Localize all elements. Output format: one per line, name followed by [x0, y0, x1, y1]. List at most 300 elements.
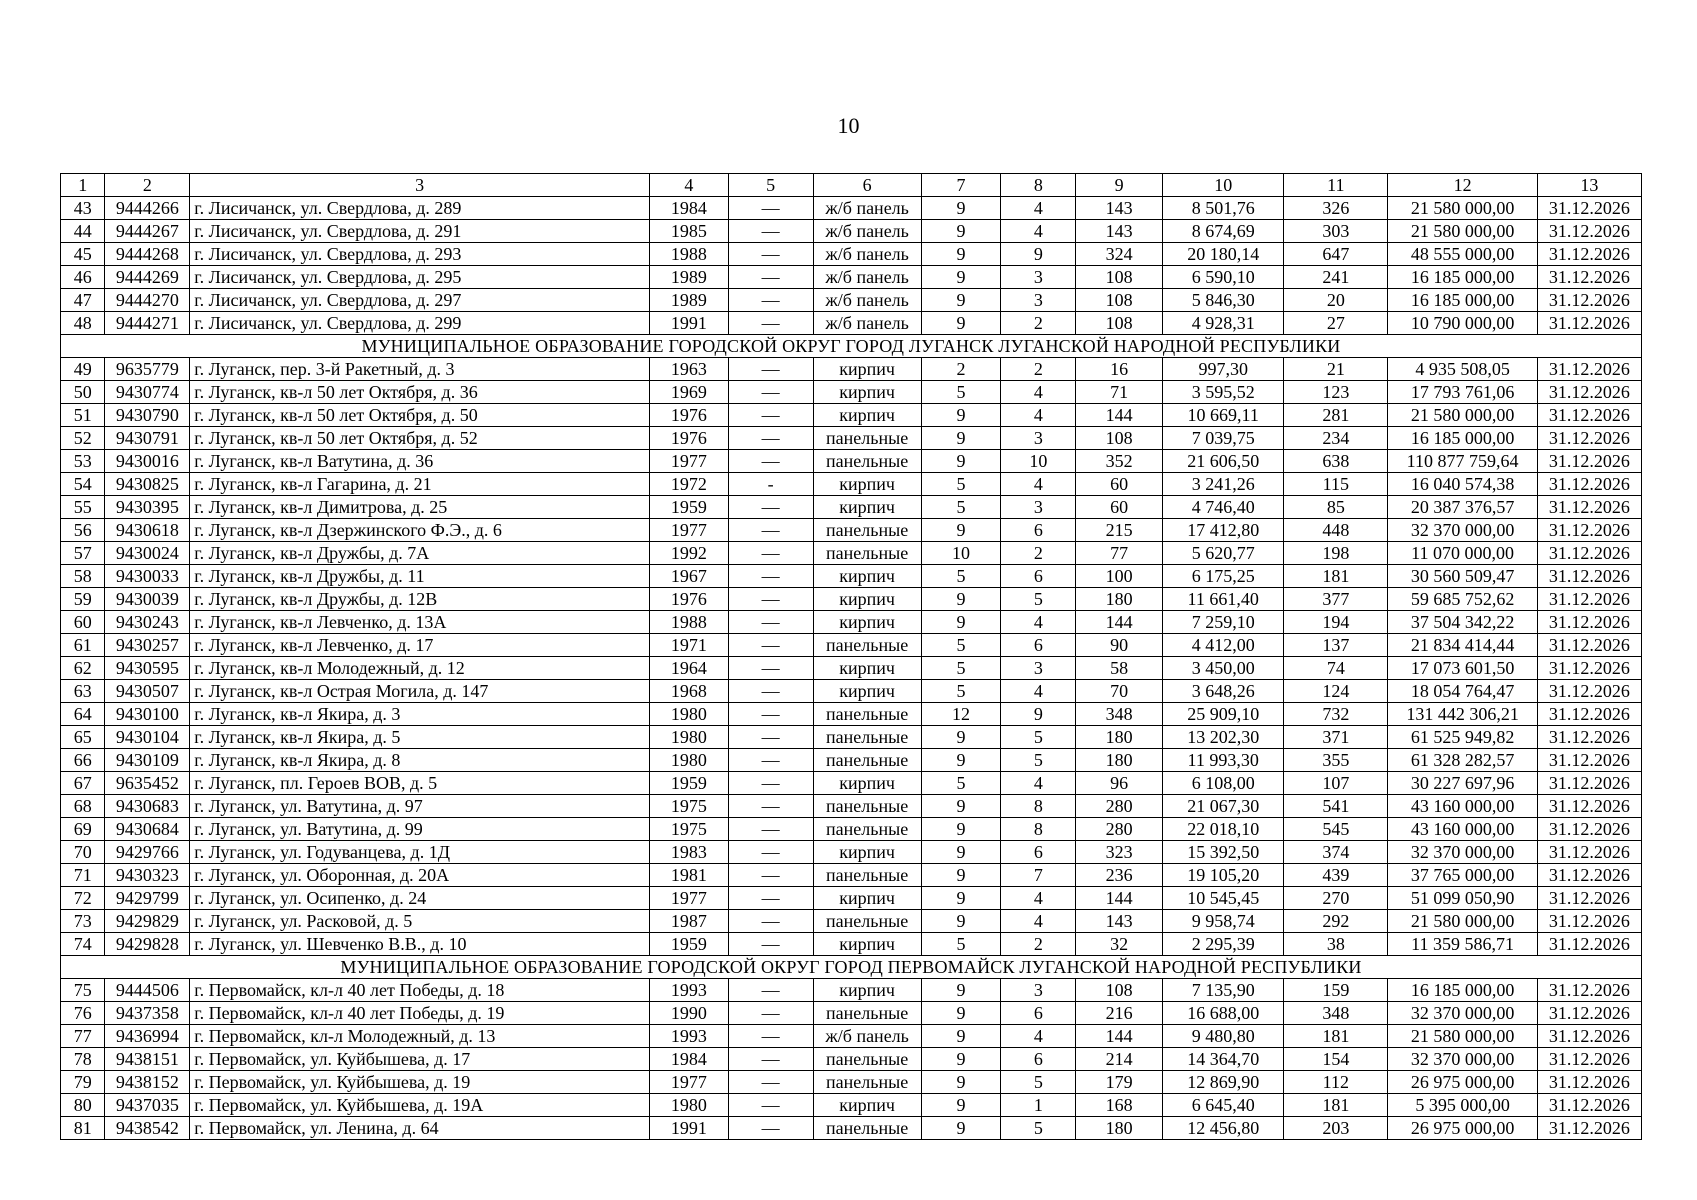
cell-floors: 5 — [921, 634, 1001, 657]
cell-building-id: 9430790 — [105, 404, 190, 427]
cell-floors: 9 — [921, 726, 1001, 749]
cell-year-built: 1963 — [649, 358, 728, 381]
cell-address: г. Луганск, кв-л 50 лет Октября, д. 52 — [190, 427, 650, 450]
cell-year-built: 1991 — [649, 1117, 728, 1140]
cell-apartments: 348 — [1076, 703, 1163, 726]
cell-cost: 43 160 000,00 — [1388, 818, 1538, 841]
cell-total-area: 19 105,20 — [1163, 864, 1284, 887]
cell-deadline: 31.12.2026 — [1537, 1094, 1641, 1117]
cell-apartments: 352 — [1076, 450, 1163, 473]
cell-col5-value: — — [728, 611, 813, 634]
cell-col5-value: — — [728, 404, 813, 427]
cell-residents: 27 — [1284, 312, 1388, 335]
cell-cost: 20 387 376,57 — [1388, 496, 1538, 519]
cell-address: г. Луганск, кв-л 50 лет Октября, д. 50 — [190, 404, 650, 427]
cell-col5-value: — — [728, 680, 813, 703]
cell-cost: 59 685 752,62 — [1388, 588, 1538, 611]
table-row — [61, 818, 1642, 841]
cell-cost: 21 580 000,00 — [1388, 220, 1538, 243]
cell-entrances: 3 — [1001, 657, 1076, 680]
cell-floors: 9 — [921, 266, 1001, 289]
cell-floors: 9 — [921, 1025, 1001, 1048]
cell-entrances: 4 — [1001, 404, 1076, 427]
cell-building-id: 9430100 — [105, 703, 190, 726]
cell-cost: 11 359 586,71 — [1388, 933, 1538, 956]
column-header: 4 — [649, 174, 728, 197]
cell-cost: 16 040 574,38 — [1388, 473, 1538, 496]
cell-wall-material: кирпич — [813, 565, 921, 588]
cell-deadline: 31.12.2026 — [1537, 565, 1641, 588]
cell-deadline: 31.12.2026 — [1537, 680, 1641, 703]
table-row — [61, 450, 1642, 473]
cell-building-id: 9430825 — [105, 473, 190, 496]
cell-address: г. Лисичанск, ул. Свердлова, д. 289 — [190, 197, 650, 220]
table-row — [61, 1117, 1642, 1140]
cell-apartments: 180 — [1076, 726, 1163, 749]
cell-total-area: 12 869,90 — [1163, 1071, 1284, 1094]
cell-total-area: 4 746,40 — [1163, 496, 1284, 519]
column-header: 13 — [1537, 174, 1641, 197]
cell-address: г. Первомайск, ул. Куйбышева, д. 19 — [190, 1071, 650, 1094]
cell-cost: 61 525 949,82 — [1388, 726, 1538, 749]
cell-floors: 5 — [921, 496, 1001, 519]
cell-col5-value: — — [728, 266, 813, 289]
cell-deadline: 31.12.2026 — [1537, 979, 1641, 1002]
cell-wall-material: ж/б панель — [813, 289, 921, 312]
cell-address: г. Луганск, ул. Ватутина, д. 97 — [190, 795, 650, 818]
table-row — [61, 1071, 1642, 1094]
cell-building-id: 9430257 — [105, 634, 190, 657]
cell-wall-material: панельные — [813, 1071, 921, 1094]
cell-address: г. Луганск, ул. Ватутина, д. 99 — [190, 818, 650, 841]
cell-total-area: 997,30 — [1163, 358, 1284, 381]
cell-col5-value: — — [728, 220, 813, 243]
cell-wall-material: ж/б панель — [813, 243, 921, 266]
cell-row-number: 65 — [61, 726, 105, 749]
cell-residents: 20 — [1284, 289, 1388, 312]
cell-floors: 9 — [921, 1048, 1001, 1071]
cell-residents: 181 — [1284, 1094, 1388, 1117]
cell-cost: 61 328 282,57 — [1388, 749, 1538, 772]
cell-deadline: 31.12.2026 — [1537, 703, 1641, 726]
cell-apartments: 60 — [1076, 496, 1163, 519]
cell-building-id: 9430507 — [105, 680, 190, 703]
cell-year-built: 1976 — [649, 427, 728, 450]
cell-deadline: 31.12.2026 — [1537, 243, 1641, 266]
cell-building-id: 9430684 — [105, 818, 190, 841]
cell-wall-material: панельные — [813, 542, 921, 565]
cell-cost: 37 504 342,22 — [1388, 611, 1538, 634]
table-row — [61, 864, 1642, 887]
cell-entrances: 5 — [1001, 1117, 1076, 1140]
cell-cost: 18 054 764,47 — [1388, 680, 1538, 703]
cell-year-built: 1971 — [649, 634, 728, 657]
cell-row-number: 63 — [61, 680, 105, 703]
cell-cost: 16 185 000,00 — [1388, 289, 1538, 312]
cell-wall-material: панельные — [813, 427, 921, 450]
cell-entrances: 4 — [1001, 197, 1076, 220]
table-row — [61, 220, 1642, 243]
table-row — [61, 358, 1642, 381]
cell-apartments: 180 — [1076, 588, 1163, 611]
cell-col5-value: — — [728, 1048, 813, 1071]
cell-wall-material: ж/б панель — [813, 312, 921, 335]
cell-total-area: 7 039,75 — [1163, 427, 1284, 450]
cell-wall-material: панельные — [813, 864, 921, 887]
cell-row-number: 62 — [61, 657, 105, 680]
cell-row-number: 45 — [61, 243, 105, 266]
cell-row-number: 44 — [61, 220, 105, 243]
table-row — [61, 588, 1642, 611]
table-row — [61, 910, 1642, 933]
cell-floors: 5 — [921, 381, 1001, 404]
cell-apartments: 324 — [1076, 243, 1163, 266]
cell-residents: 198 — [1284, 542, 1388, 565]
cell-cost: 17 073 601,50 — [1388, 657, 1538, 680]
cell-wall-material: панельные — [813, 910, 921, 933]
cell-deadline: 31.12.2026 — [1537, 289, 1641, 312]
column-header: 5 — [728, 174, 813, 197]
cell-deadline: 31.12.2026 — [1537, 726, 1641, 749]
cell-building-id: 9444268 — [105, 243, 190, 266]
cell-row-number: 58 — [61, 565, 105, 588]
cell-building-id: 9444266 — [105, 197, 190, 220]
cell-col5-value: — — [728, 542, 813, 565]
cell-floors: 5 — [921, 657, 1001, 680]
cell-col5-value: — — [728, 887, 813, 910]
cell-wall-material: панельные — [813, 818, 921, 841]
cell-col5-value: — — [728, 312, 813, 335]
column-header: 7 — [921, 174, 1001, 197]
cell-entrances: 8 — [1001, 818, 1076, 841]
cell-year-built: 1975 — [649, 795, 728, 818]
cell-floors: 9 — [921, 404, 1001, 427]
cell-row-number: 57 — [61, 542, 105, 565]
table-row — [61, 1025, 1642, 1048]
cell-year-built: 1977 — [649, 450, 728, 473]
cell-col5-value: — — [728, 1117, 813, 1140]
cell-row-number: 68 — [61, 795, 105, 818]
cell-deadline: 31.12.2026 — [1537, 381, 1641, 404]
cell-apartments: 180 — [1076, 749, 1163, 772]
cell-row-number: 67 — [61, 772, 105, 795]
cell-building-id: 9430618 — [105, 519, 190, 542]
cell-wall-material: кирпич — [813, 496, 921, 519]
cell-year-built: 1980 — [649, 726, 728, 749]
cell-residents: 541 — [1284, 795, 1388, 818]
cell-cost: 21 580 000,00 — [1388, 1025, 1538, 1048]
cell-residents: 377 — [1284, 588, 1388, 611]
column-header: 6 — [813, 174, 921, 197]
cell-col5-value: — — [728, 450, 813, 473]
cell-apartments: 215 — [1076, 519, 1163, 542]
housing-register-table — [60, 173, 1642, 1140]
cell-total-area: 9 480,80 — [1163, 1025, 1284, 1048]
cell-cost: 26 975 000,00 — [1388, 1117, 1538, 1140]
cell-entrances: 3 — [1001, 496, 1076, 519]
cell-total-area: 13 202,30 — [1163, 726, 1284, 749]
table-row — [61, 933, 1642, 956]
cell-total-area: 2 295,39 — [1163, 933, 1284, 956]
cell-apartments: 70 — [1076, 680, 1163, 703]
cell-residents: 112 — [1284, 1071, 1388, 1094]
cell-floors: 5 — [921, 565, 1001, 588]
cell-wall-material: панельные — [813, 519, 921, 542]
cell-building-id: 9430683 — [105, 795, 190, 818]
cell-floors: 9 — [921, 910, 1001, 933]
cell-address: г. Луганск, кв-л Молодежный, д. 12 — [190, 657, 650, 680]
table-row — [61, 841, 1642, 864]
table-row — [61, 611, 1642, 634]
cell-residents: 348 — [1284, 1002, 1388, 1025]
table-row — [61, 795, 1642, 818]
cell-building-id: 9430109 — [105, 749, 190, 772]
cell-deadline: 31.12.2026 — [1537, 450, 1641, 473]
cell-row-number: 73 — [61, 910, 105, 933]
cell-deadline: 31.12.2026 — [1537, 473, 1641, 496]
cell-total-area: 21 606,50 — [1163, 450, 1284, 473]
cell-floors: 9 — [921, 197, 1001, 220]
cell-deadline: 31.12.2026 — [1537, 404, 1641, 427]
cell-building-id: 9444506 — [105, 979, 190, 1002]
cell-residents: 732 — [1284, 703, 1388, 726]
cell-floors: 9 — [921, 818, 1001, 841]
table-row — [61, 1048, 1642, 1071]
cell-cost: 110 877 759,64 — [1388, 450, 1538, 473]
cell-year-built: 1987 — [649, 910, 728, 933]
cell-total-area: 15 392,50 — [1163, 841, 1284, 864]
cell-deadline: 31.12.2026 — [1537, 933, 1641, 956]
cell-wall-material: ж/б панель — [813, 220, 921, 243]
cell-entrances: 4 — [1001, 772, 1076, 795]
cell-row-number: 70 — [61, 841, 105, 864]
cell-total-area: 4 928,31 — [1163, 312, 1284, 335]
cell-address: г. Луганск, ул. Шевченко В.В., д. 10 — [190, 933, 650, 956]
cell-wall-material: кирпич — [813, 588, 921, 611]
cell-deadline: 31.12.2026 — [1537, 427, 1641, 450]
cell-deadline: 31.12.2026 — [1537, 1071, 1641, 1094]
cell-entrances: 9 — [1001, 703, 1076, 726]
cell-year-built: 1988 — [649, 243, 728, 266]
cell-residents: 115 — [1284, 473, 1388, 496]
cell-building-id: 9430024 — [105, 542, 190, 565]
cell-total-area: 8 674,69 — [1163, 220, 1284, 243]
cell-building-id: 9430016 — [105, 450, 190, 473]
cell-entrances: 4 — [1001, 887, 1076, 910]
cell-apartments: 100 — [1076, 565, 1163, 588]
cell-row-number: 60 — [61, 611, 105, 634]
table-row — [61, 289, 1642, 312]
cell-total-area: 10 545,45 — [1163, 887, 1284, 910]
cell-year-built: 1988 — [649, 611, 728, 634]
cell-entrances: 5 — [1001, 726, 1076, 749]
cell-residents: 159 — [1284, 979, 1388, 1002]
cell-floors: 9 — [921, 611, 1001, 634]
cell-row-number: 72 — [61, 887, 105, 910]
table-row — [61, 726, 1642, 749]
cell-address: г. Луганск, кв-л Дзержинского Ф.Э., д. 6 — [190, 519, 650, 542]
cell-year-built: 1976 — [649, 588, 728, 611]
cell-wall-material: кирпич — [813, 841, 921, 864]
cell-col5-value: — — [728, 657, 813, 680]
cell-apartments: 144 — [1076, 611, 1163, 634]
cell-deadline: 31.12.2026 — [1537, 358, 1641, 381]
cell-row-number: 56 — [61, 519, 105, 542]
cell-cost: 5 395 000,00 — [1388, 1094, 1538, 1117]
cell-address: г. Луганск, ул. Расковой, д. 5 — [190, 910, 650, 933]
cell-deadline: 31.12.2026 — [1537, 887, 1641, 910]
column-header: 3 — [190, 174, 650, 197]
cell-residents: 241 — [1284, 266, 1388, 289]
cell-cost: 32 370 000,00 — [1388, 1002, 1538, 1025]
cell-year-built: 1984 — [649, 1048, 728, 1071]
cell-building-id: 9430243 — [105, 611, 190, 634]
cell-col5-value: — — [728, 933, 813, 956]
cell-year-built: 1964 — [649, 657, 728, 680]
cell-residents: 137 — [1284, 634, 1388, 657]
cell-floors: 9 — [921, 887, 1001, 910]
cell-deadline: 31.12.2026 — [1537, 1117, 1641, 1140]
cell-row-number: 61 — [61, 634, 105, 657]
cell-apartments: 16 — [1076, 358, 1163, 381]
cell-building-id: 9429829 — [105, 910, 190, 933]
cell-entrances: 3 — [1001, 266, 1076, 289]
cell-deadline: 31.12.2026 — [1537, 1048, 1641, 1071]
cell-entrances: 6 — [1001, 634, 1076, 657]
cell-cost: 16 185 000,00 — [1388, 979, 1538, 1002]
cell-total-area: 11 661,40 — [1163, 588, 1284, 611]
cell-cost: 43 160 000,00 — [1388, 795, 1538, 818]
cell-address: г. Луганск, кв-л Острая Могила, д. 147 — [190, 680, 650, 703]
cell-building-id: 9438542 — [105, 1117, 190, 1140]
cell-cost: 37 765 000,00 — [1388, 864, 1538, 887]
cell-entrances: 1 — [1001, 1094, 1076, 1117]
cell-wall-material: кирпич — [813, 680, 921, 703]
cell-residents: 439 — [1284, 864, 1388, 887]
cell-floors: 5 — [921, 933, 1001, 956]
cell-year-built: 1980 — [649, 703, 728, 726]
cell-row-number: 78 — [61, 1048, 105, 1071]
cell-floors: 9 — [921, 243, 1001, 266]
cell-deadline: 31.12.2026 — [1537, 772, 1641, 795]
table-row — [61, 381, 1642, 404]
cell-building-id: 9430791 — [105, 427, 190, 450]
cell-deadline: 31.12.2026 — [1537, 841, 1641, 864]
cell-address: г. Луганск, кв-л Якира, д. 5 — [190, 726, 650, 749]
table-row — [61, 542, 1642, 565]
cell-total-area: 5 846,30 — [1163, 289, 1284, 312]
cell-address: г. Луганск, кв-л Дружбы, д. 11 — [190, 565, 650, 588]
cell-floors: 9 — [921, 450, 1001, 473]
cell-floors: 12 — [921, 703, 1001, 726]
cell-floors: 5 — [921, 680, 1001, 703]
cell-wall-material: панельные — [813, 634, 921, 657]
cell-cost: 32 370 000,00 — [1388, 841, 1538, 864]
cell-year-built: 1959 — [649, 496, 728, 519]
cell-row-number: 69 — [61, 818, 105, 841]
cell-total-area: 14 364,70 — [1163, 1048, 1284, 1071]
cell-year-built: 1977 — [649, 519, 728, 542]
cell-year-built: 1959 — [649, 772, 728, 795]
cell-total-area: 7 135,90 — [1163, 979, 1284, 1002]
cell-total-area: 21 067,30 — [1163, 795, 1284, 818]
cell-entrances: 8 — [1001, 795, 1076, 818]
table-row — [61, 979, 1642, 1002]
table-row — [61, 197, 1642, 220]
cell-apartments: 71 — [1076, 381, 1163, 404]
cell-col5-value: — — [728, 1094, 813, 1117]
cell-deadline: 31.12.2026 — [1537, 1025, 1641, 1048]
cell-total-area: 3 648,26 — [1163, 680, 1284, 703]
cell-cost: 30 227 697,96 — [1388, 772, 1538, 795]
cell-entrances: 3 — [1001, 289, 1076, 312]
cell-year-built: 1968 — [649, 680, 728, 703]
table-body — [61, 174, 1642, 1140]
cell-address: г. Луганск, кв-л Димитрова, д. 25 — [190, 496, 650, 519]
cell-year-built: 1977 — [649, 887, 728, 910]
cell-row-number: 66 — [61, 749, 105, 772]
cell-residents: 194 — [1284, 611, 1388, 634]
cell-total-area: 11 993,30 — [1163, 749, 1284, 772]
cell-address: г. Лисичанск, ул. Свердлова, д. 291 — [190, 220, 650, 243]
cell-building-id: 9635779 — [105, 358, 190, 381]
cell-address: г. Первомайск, ул. Куйбышева, д. 17 — [190, 1048, 650, 1071]
cell-building-id: 9430104 — [105, 726, 190, 749]
cell-col5-value: — — [728, 1025, 813, 1048]
column-header: 1 — [61, 174, 105, 197]
cell-wall-material: кирпич — [813, 611, 921, 634]
cell-apartments: 108 — [1076, 427, 1163, 450]
cell-row-number: 64 — [61, 703, 105, 726]
cell-year-built: 1976 — [649, 404, 728, 427]
cell-building-id: 9429766 — [105, 841, 190, 864]
cell-residents: 292 — [1284, 910, 1388, 933]
cell-entrances: 6 — [1001, 519, 1076, 542]
cell-floors: 9 — [921, 588, 1001, 611]
cell-deadline: 31.12.2026 — [1537, 519, 1641, 542]
cell-apartments: 90 — [1076, 634, 1163, 657]
cell-entrances: 7 — [1001, 864, 1076, 887]
cell-residents: 181 — [1284, 565, 1388, 588]
cell-wall-material: кирпич — [813, 772, 921, 795]
cell-address: г. Первомайск, кл-л 40 лет Победы, д. 19 — [190, 1002, 650, 1025]
cell-building-id: 9430774 — [105, 381, 190, 404]
cell-building-id: 9430395 — [105, 496, 190, 519]
table-row — [61, 266, 1642, 289]
cell-entrances: 2 — [1001, 933, 1076, 956]
cell-entrances: 2 — [1001, 358, 1076, 381]
cell-deadline: 31.12.2026 — [1537, 657, 1641, 680]
cell-year-built: 1993 — [649, 1025, 728, 1048]
cell-apartments: 168 — [1076, 1094, 1163, 1117]
cell-total-area: 16 688,00 — [1163, 1002, 1284, 1025]
cell-row-number: 55 — [61, 496, 105, 519]
cell-entrances: 4 — [1001, 611, 1076, 634]
cell-year-built: 1992 — [649, 542, 728, 565]
cell-wall-material: ж/б панель — [813, 266, 921, 289]
cell-total-area: 6 645,40 — [1163, 1094, 1284, 1117]
cell-apartments: 214 — [1076, 1048, 1163, 1071]
cell-apartments: 144 — [1076, 1025, 1163, 1048]
cell-wall-material: кирпич — [813, 979, 921, 1002]
cell-year-built: 1981 — [649, 864, 728, 887]
cell-address: г. Лисичанск, ул. Свердлова, д. 293 — [190, 243, 650, 266]
cell-year-built: 1977 — [649, 1071, 728, 1094]
cell-address: г. Луганск, кв-л Гагарина, д. 21 — [190, 473, 650, 496]
cell-entrances: 3 — [1001, 979, 1076, 1002]
cell-floors: 9 — [921, 795, 1001, 818]
cell-entrances: 2 — [1001, 312, 1076, 335]
